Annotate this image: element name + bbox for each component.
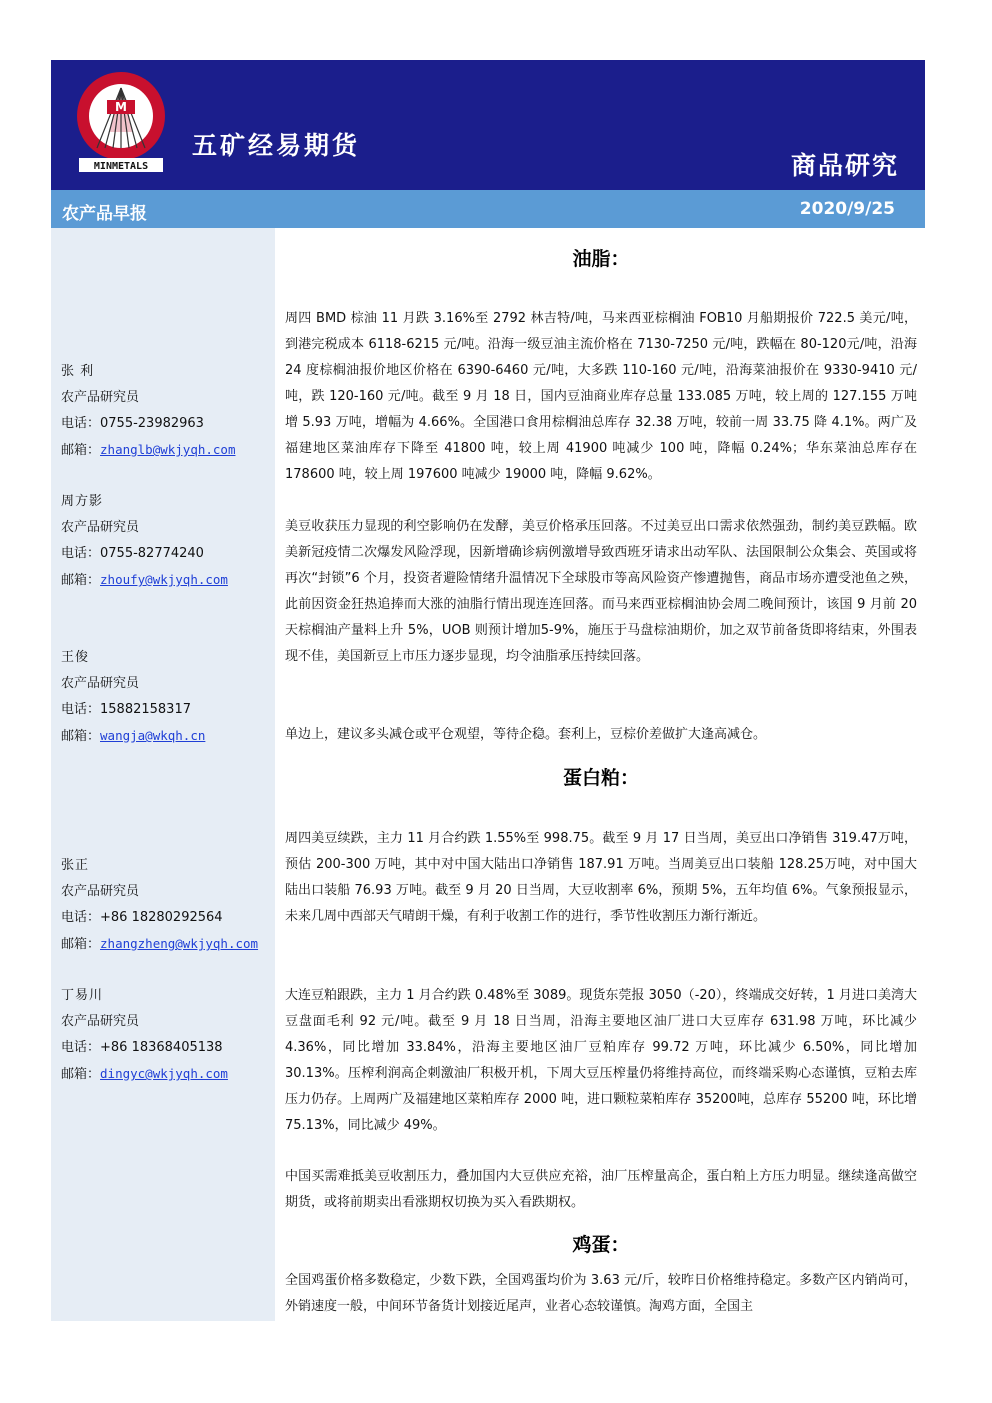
- contact-title: 农产品研究员: [61, 390, 140, 405]
- paragraph: 美豆收获压力显现的利空影响仍在发酵，美豆价格承压回落。不过美豆出口需求依然强劲，制约美豆跌幅。欧美新冠疫情二次爆发风险浮现，因新增确诊病例激增导致西班牙请求出动军队、法国限制公众集会、英国或将再次“封锁”6 个月，投资者避险情绪升温情况下全球股市等高风险资产惨遭抛售，商品市场亦遭受池鱼之殃，此前因资金狂热追捧而大涨的油脂行情出现连连回落。而马来西亚棕榈油协会周二晚间预计，该国 9 月前 20 天棕榈油产量料上升 5%，UOB 则预计增加5-9%，施压于马盘棕油期价，加之双节前备货即将结束，外围表现不佳，美国新豆上市压力逐步显现，均令油脂承压持续回落。: [285, 519, 917, 664]
- report-name: 农产品早报: [62, 204, 147, 224]
- contact-title: 农产品研究员: [61, 520, 140, 535]
- contact-name: 张正: [61, 858, 90, 873]
- email-label: 邮箱：: [61, 573, 101, 588]
- contact-card: [61, 359, 235, 464]
- paragraph: 单边上，建议多头减仓或平仓观望，等待企稳。套利上，豆棕价差做扩大逢高减仓。: [285, 727, 767, 742]
- contact-email-link[interactable]: wangja@wkqh.cn: [100, 728, 206, 743]
- contact-phone: 电话：0755-23982963: [61, 416, 204, 431]
- contact-name: 王俊: [61, 650, 90, 665]
- paragraph: 周四 BMD 棕油 11 月跌 3.16%至 2792 林吉特/吨，马来西亚棕榈油 FOB10 月船期报价 722.5 美元/吨，到港完税成本 6118-6215 元/吨。沿海一级豆油主流价格在 7130-7250 元/吨，跌幅在 80-120元/吨，沿海 24 度棕榈油报价地区价格在 6390-6460 元/吨，大多跌 110-160 元/吨，沿海菜油报价在 9330-9410 元/吨，跌 120-160 元/吨。截至 9 月 18 日，国内豆油商业库存总量 133.085 万吨，较上周的 127.155 万吨增 5.93 万吨，增幅为 4.66%。全国港口食用棕榈油总库存 32.38 万吨，较前一周 33.75 降 4.1%。两广及福建地区菜油库存下降至 41800 吨，较上周 41900 吨减少 100 吨，降幅 0.24%；华东菜油总库存在 178600 吨，较上周 197600 吨减少 19000 吨，降幅 9.62%。: [285, 311, 917, 482]
- contact-phone: 电话：+86 18280292564: [61, 910, 223, 925]
- contact-phone: 电话：+86 18368405138: [61, 1040, 223, 1055]
- minmetals-logo-icon: [73, 70, 169, 176]
- contact-email-link[interactable]: zhanglb@wkjyqh.com: [100, 442, 236, 457]
- email-label: 邮箱：: [61, 937, 101, 952]
- email-label: 邮箱：: [61, 1067, 101, 1082]
- contact-phone: 电话：15882158317: [61, 702, 191, 717]
- section-label: 商品研究: [790, 151, 899, 180]
- contact-name: 张 利: [61, 364, 95, 379]
- contact-card: [61, 645, 205, 750]
- contact-name: 周方影: [61, 494, 104, 509]
- section-title-oils: 油脂：: [572, 248, 630, 270]
- contact-title: 农产品研究员: [61, 884, 140, 899]
- contact-title: 农产品研究员: [61, 1014, 140, 1029]
- email-label: 邮箱：: [61, 729, 101, 744]
- paragraph: 大连豆粕跟跌，主力 1 月合约跌 0.48%至 3089。现货东莞报 3050（-20），终端成交好转，1 月进口美湾大豆盘面毛利 92 元/吨。截至 9 月 18 日当周，沿海主要地区油厂进口大豆库存 631.98 万吨，环比减少 4.36%，同比增加 33.84%，沿海主要地区油厂豆粕库存 99.72 万吨，环比减少 6.50%，同比增加 30.13%。压榨利润高企刺激油厂积极开机，下周大豆压榨量仍将维持高位，而终端采购心态谨慎，豆粕去库压力仍存。上周两广及福建地区菜粕库存 2000 吨，进口颗粒菜粕库存 35200吨，总库存 55200 吨，环比增 75.13%，同比减少 49%。: [285, 988, 917, 1133]
- report-header: [51, 60, 925, 190]
- paragraph: 全国鸡蛋价格多数稳定，少数下跌，全国鸡蛋均价为 3.63 元/斤，较昨日价格维持稳定。多数产区内销尚可，外销速度一般，中间环节备货计划接近尾声，业者心态较谨慎。淘鸡方面，全国主: [285, 1273, 917, 1314]
- report-date: 2020/9/25: [799, 199, 895, 219]
- paragraph: 中国买需难抵美豆收割压力，叠加国内大豆供应充裕，油厂压榨量高企，蛋白粕上方压力明显。继续逢高做空期货，或将前期卖出看涨期权切换为买入看跌期权。: [285, 1169, 917, 1210]
- contact-email-link[interactable]: zhangzheng@wkjyqh.com: [100, 936, 259, 951]
- contacts-sidebar: [51, 228, 275, 1321]
- svg-text:M: M: [115, 100, 127, 114]
- contact-card: [61, 489, 228, 594]
- contact-phone: 电话：0755-82774240: [61, 546, 204, 561]
- company-name: 五矿经易期货: [192, 131, 361, 160]
- report-subbar: [51, 190, 925, 228]
- svg-text:MINMETALS: MINMETALS: [93, 161, 149, 172]
- contact-email-link[interactable]: dingyc@wkjyqh.com: [100, 1066, 228, 1081]
- contact-card: [61, 853, 258, 958]
- contact-card: [61, 983, 228, 1088]
- contact-title: 农产品研究员: [61, 676, 140, 691]
- paragraph: 周四美豆续跌，主力 11 月合约跌 1.55%至 998.75。截至 9 月 17 日当周，美豆出口净销售 319.47万吨，预估 200-300 万吨，其中对中国大陆出口净销售 187.91 万吨。当周美豆出口装船 128.25万吨，对中国大陆出口装船 76.93 万吨。截至 9 月 20 日当周，大豆收割率 6%，预期 5%，五年均值 6%。气象预报显示，未来几周中西部天气晴朗干燥，有利于收割工作的进行，季节性收割压力渐行渐近。: [285, 831, 917, 924]
- contact-name: 丁易川: [61, 988, 104, 1003]
- section-title-eggs: 鸡蛋：: [572, 1234, 630, 1256]
- section-title-meal: 蛋白粕：: [562, 767, 639, 789]
- contact-email-link[interactable]: zhoufy@wkjyqh.com: [100, 572, 228, 587]
- email-label: 邮箱：: [61, 443, 101, 458]
